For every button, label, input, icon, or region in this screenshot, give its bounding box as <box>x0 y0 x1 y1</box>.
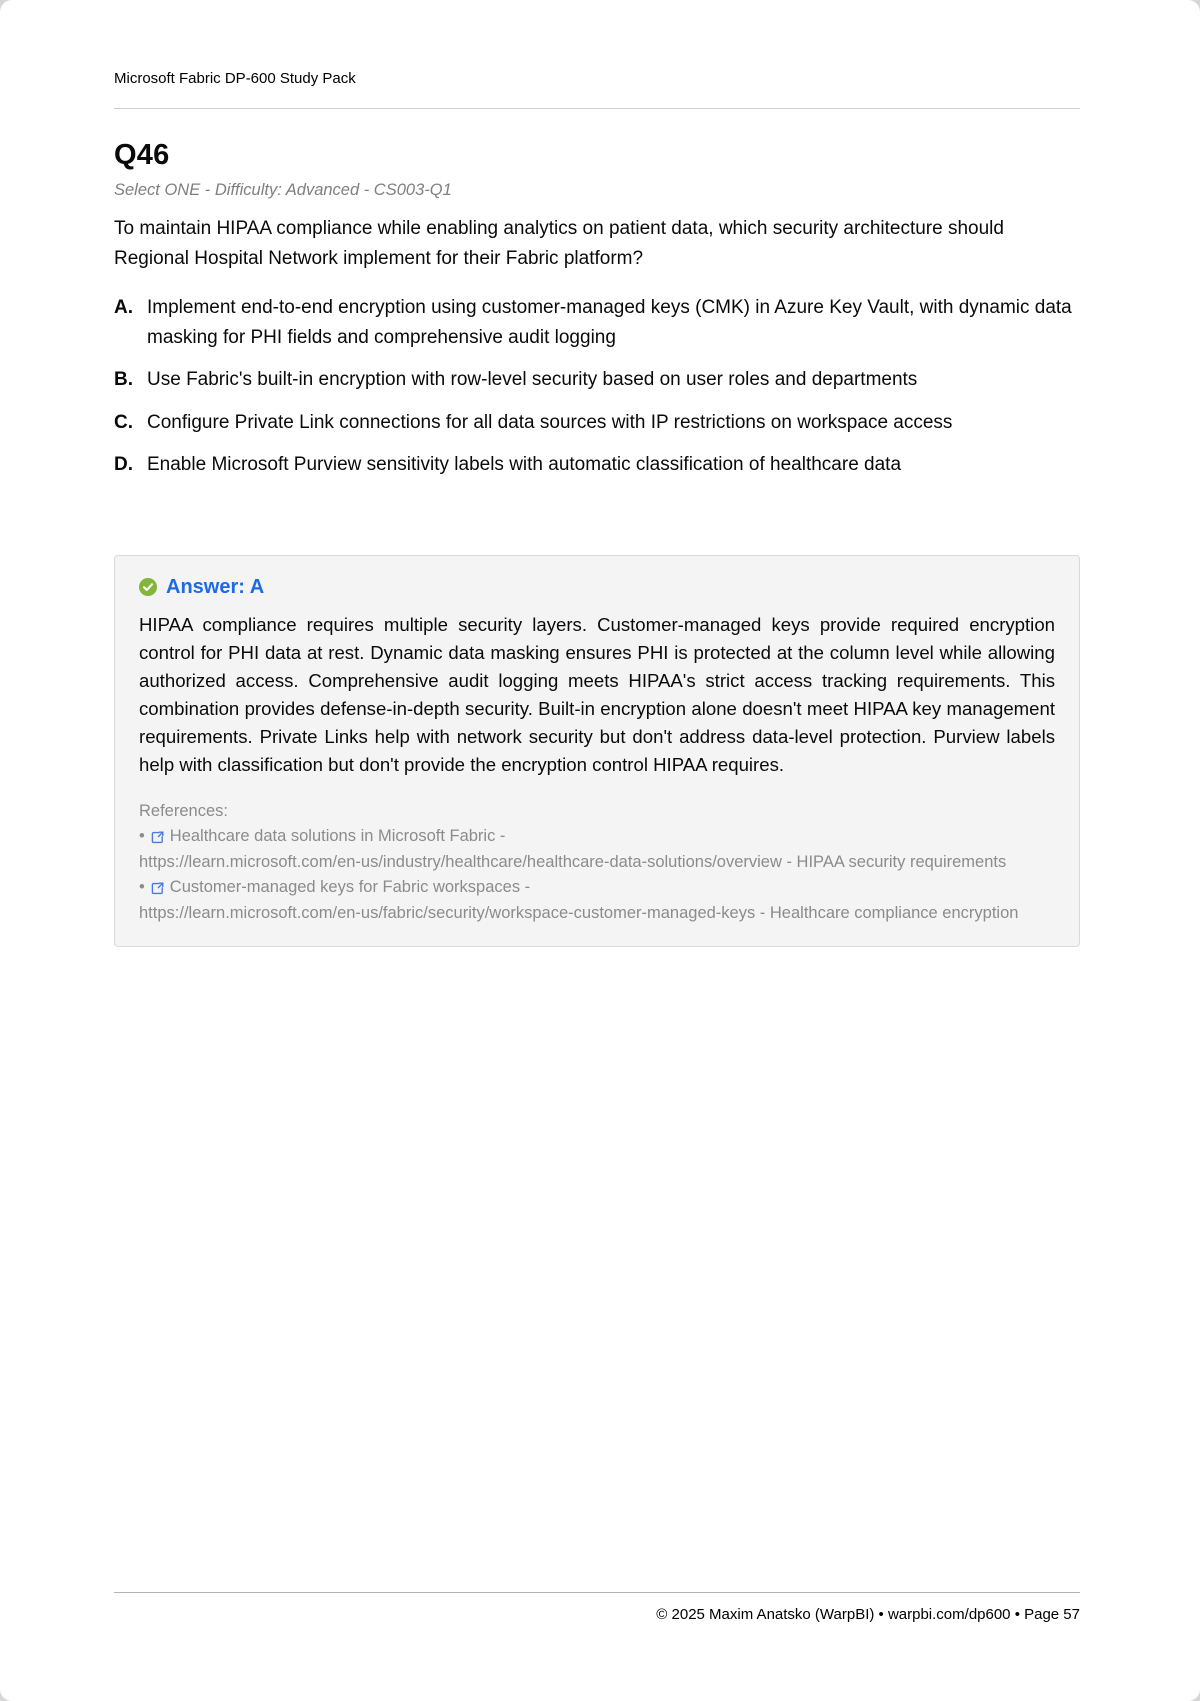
question-text: To maintain HIPAA compliance while enabling analytics on patient data, which security architecture should Regional Hospital Network implement for their Fabric platform? <box>114 218 1004 269</box>
document-footer: © 2025 Maxim Anatsko (WarpBI) • warpbi.com/dp600 • Page 57 <box>114 1592 1080 1701</box>
option-b-label: B. <box>114 369 133 390</box>
reference-item <box>139 824 1055 875</box>
answer-label: Answer: A <box>166 575 265 598</box>
reference-detail: https://learn.microsoft.com/en-us/industry/healthcare/healthcare-data-solutions/overview - HIPAA security requirements <box>139 852 1007 871</box>
reference-title: Healthcare data solutions in Microsoft Fabric - <box>169 827 506 845</box>
answer-explanation: HIPAA compliance requires multiple security layers. Customer-managed keys provide required encryption control for PHI data at rest. Dynamic data masking ensures PHI is protected at the column level while allowing authorized access. Comprehensive audit logging meets HIPAA's strict access tracking requirements. This combination provides defense-in-depth security. Built-in encryption alone doesn't meet HIPAA key management requirements. Private Links help with network security but don't address data-level protection. Purview labels help with classification but don't provide the encryption control HIPAA requires. <box>139 613 1055 775</box>
external-link-icon <box>151 882 164 895</box>
document-header-title: Microsoft Fabric DP-600 Study Pack <box>114 70 1080 109</box>
reference-link[interactable] <box>139 875 530 901</box>
option-a-label: A. <box>114 297 133 318</box>
references-title: References: <box>139 801 228 820</box>
answer-header <box>139 576 1055 599</box>
bullet: • <box>139 827 145 845</box>
answer-panel <box>114 555 1080 948</box>
options-list <box>114 293 1080 493</box>
references-section <box>139 799 1055 927</box>
external-link-icon <box>151 831 164 844</box>
option-d-text: Enable Microsoft Purview sensitivity labels with automatic classification of healthcare data <box>147 454 902 475</box>
reference-item <box>139 875 1055 926</box>
option-d <box>114 450 1080 480</box>
option-c-label: C. <box>114 411 133 433</box>
option-c-text: Configure Private Link connections for all data sources with IP restrictions on workspace access <box>147 411 953 433</box>
option-a <box>114 293 1080 352</box>
option-b <box>114 365 1080 395</box>
option-b-text: Use Fabric's built-in encryption with row-level security based on user roles and departments <box>147 369 918 390</box>
reference-title: Customer-managed keys for Fabric workspaces - <box>169 878 531 896</box>
option-c <box>114 408 1080 438</box>
question-meta-line: Select ONE - Difficulty: Advanced - CS003-Q1 <box>114 181 452 199</box>
question-number-heading: Q46 <box>114 139 170 171</box>
option-d-label: D. <box>114 454 133 475</box>
check-circle-icon <box>139 578 157 596</box>
option-a-text: Implement end-to-end encryption using customer-managed keys (CMK) in Azure Key Vault, with dynamic data masking for PHI fields and comprehensive audit logging <box>147 297 1072 348</box>
bullet: • <box>139 878 145 896</box>
reference-detail: https://learn.microsoft.com/en-us/fabric/security/workspace-customer-managed-keys - Healthcare compliance encryption <box>139 903 1019 922</box>
reference-link[interactable] <box>139 824 505 850</box>
